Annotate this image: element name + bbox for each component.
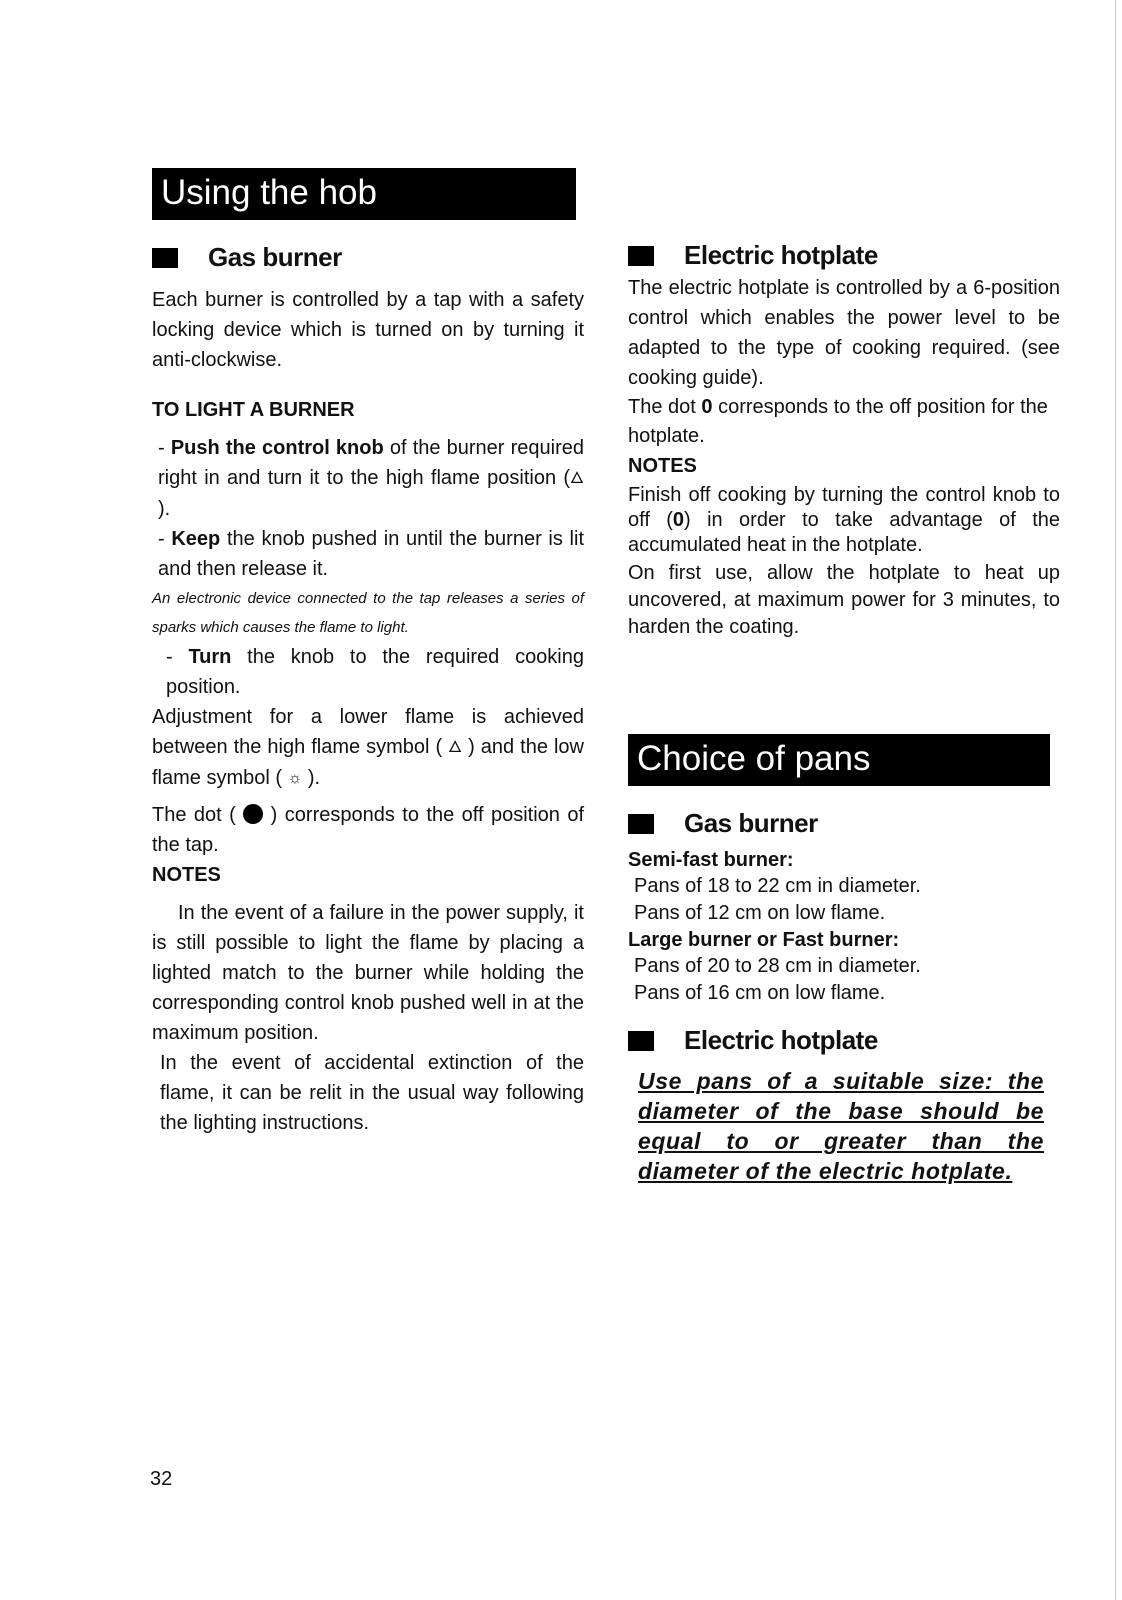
step1-text: of the burner required right in and turn it to the high flame position (	[158, 437, 584, 489]
hotplate-notes-bold: 0	[672, 509, 685, 531]
step3-text: the knob to the required cooking position.	[166, 646, 584, 698]
semi-fast-label: Semi-fast burner:	[628, 849, 794, 871]
adjust-text-a: Adjustment for a lower flame is achieved between the high flame symbol (	[152, 706, 584, 758]
bullet-square-icon	[628, 814, 654, 834]
left-column	[152, 168, 584, 1138]
step3-bold: Turn	[188, 646, 232, 668]
off-dot-text	[152, 800, 584, 860]
high-flame-icon: 🜂	[448, 739, 463, 756]
pans-gas-burner-heading	[628, 808, 1060, 839]
notes-heading-left: NOTES	[152, 864, 221, 886]
hotplate-dot-bold: 0	[701, 396, 713, 418]
notes-heading-right: NOTES	[628, 455, 697, 477]
bullet-square-icon	[628, 1031, 654, 1051]
high-flame-icon: 🜂	[570, 470, 584, 487]
to-light-heading: TO LIGHT A BURNER	[152, 399, 355, 421]
adjust-text-b: ) and the low flame symbol (	[152, 736, 584, 789]
hotplate-dot-b: corresponds to the off position for the hotplate.	[628, 396, 1048, 447]
dot-text-a: The dot (	[152, 804, 244, 826]
step2-dash: -	[158, 528, 172, 550]
electric-hotplate-heading	[628, 240, 1060, 271]
page-number: 32	[150, 1468, 173, 1490]
flame-extinction-note: In the event of accidental extinction of the flame, it can be relit in the usual way following the lighting instructions.	[160, 1052, 584, 1134]
off-dot-icon	[243, 804, 263, 824]
step2-bold: Keep	[171, 528, 221, 550]
large-burner-label: Large burner or Fast burner:	[628, 929, 900, 951]
choice-of-pans-section	[628, 808, 1060, 1186]
pans-electric-hotplate-heading-text: Electric hotplate	[684, 1025, 878, 1055]
gas-burner-heading	[152, 242, 584, 273]
step1-end: ).	[158, 498, 171, 520]
pans-size-rule: Use pans of a suitable size: the diameter of the base should be equal to or greater than the diameter of the electric hotplate.	[638, 1068, 1044, 1184]
spark-note: An electronic device connected to the tap releases a series of sparks which causes the flame to light.	[152, 590, 584, 636]
step-turn-knob	[152, 642, 584, 702]
pans-electric-hotplate-heading	[628, 1025, 1060, 1056]
page-edge-line	[1115, 0, 1116, 1600]
step1-bold: Push the control knob	[170, 437, 384, 459]
large-burner-line-2: Pans of 16 cm on low flame.	[634, 982, 886, 1004]
flame-adjustment-text	[152, 702, 584, 794]
gas-burner-intro: Each burner is controlled by a tap with a safety locking device which is turned on by turning it anti-clockwise.	[152, 289, 584, 371]
semi-fast-line-1: Pans of 18 to 22 cm in diameter.	[634, 875, 921, 897]
large-burner-line-1: Pans of 20 to 28 cm in diameter.	[634, 955, 921, 977]
hotplate-notes-a: Finish off cooking by turning the control knob to off (	[628, 484, 1060, 531]
power-failure-note: In the event of a failure in the power supply, it is still possible to light the flame by placing a lighted match to the burner while holding the corresponding control knob pushed well in at the maximum position.	[152, 902, 584, 1044]
dot-text-b: ) corresponds to the off position of the tap.	[152, 804, 584, 856]
hotplate-finish-note	[628, 483, 1060, 558]
step1-dash: -	[158, 437, 171, 459]
step-keep-knob	[152, 524, 584, 584]
right-column	[628, 240, 1060, 641]
semi-fast-line-2: Pans of 12 cm on low flame.	[634, 902, 886, 924]
hotplate-notes-b: ) in order to take advantage of the accumulated heat in the hotplate.	[628, 509, 1060, 556]
low-flame-icon: ☼	[287, 770, 303, 787]
hotplate-off-dot-text	[628, 393, 1060, 451]
bullet-square-icon	[628, 246, 654, 266]
step-push-knob	[152, 433, 584, 524]
electric-hotplate-text: The electric hotplate is controlled by a 6-position control which enables the power level to be adapted to the type of cooking required. (see cooking guide).	[628, 277, 1060, 389]
choice-of-pans-banner: Choice of pans	[628, 734, 1050, 786]
hotplate-dot-a: The dot	[628, 396, 702, 418]
adjust-text-c: ).	[302, 767, 321, 789]
electric-hotplate-heading-text: Electric hotplate	[684, 240, 878, 270]
step3-dash: -	[166, 646, 189, 668]
gas-burner-heading-text: Gas burner	[208, 242, 342, 272]
hotplate-first-use-note: On first use, allow the hotplate to heat up uncovered, at maximum power for 3 minutes, to harden the coating.	[628, 562, 1060, 638]
pans-gas-burner-heading-text: Gas burner	[684, 808, 818, 838]
step2-text: the knob pushed in until the burner is lit and then release it.	[158, 528, 585, 580]
bullet-square-icon	[152, 248, 178, 268]
using-the-hob-banner: Using the hob	[152, 168, 576, 220]
